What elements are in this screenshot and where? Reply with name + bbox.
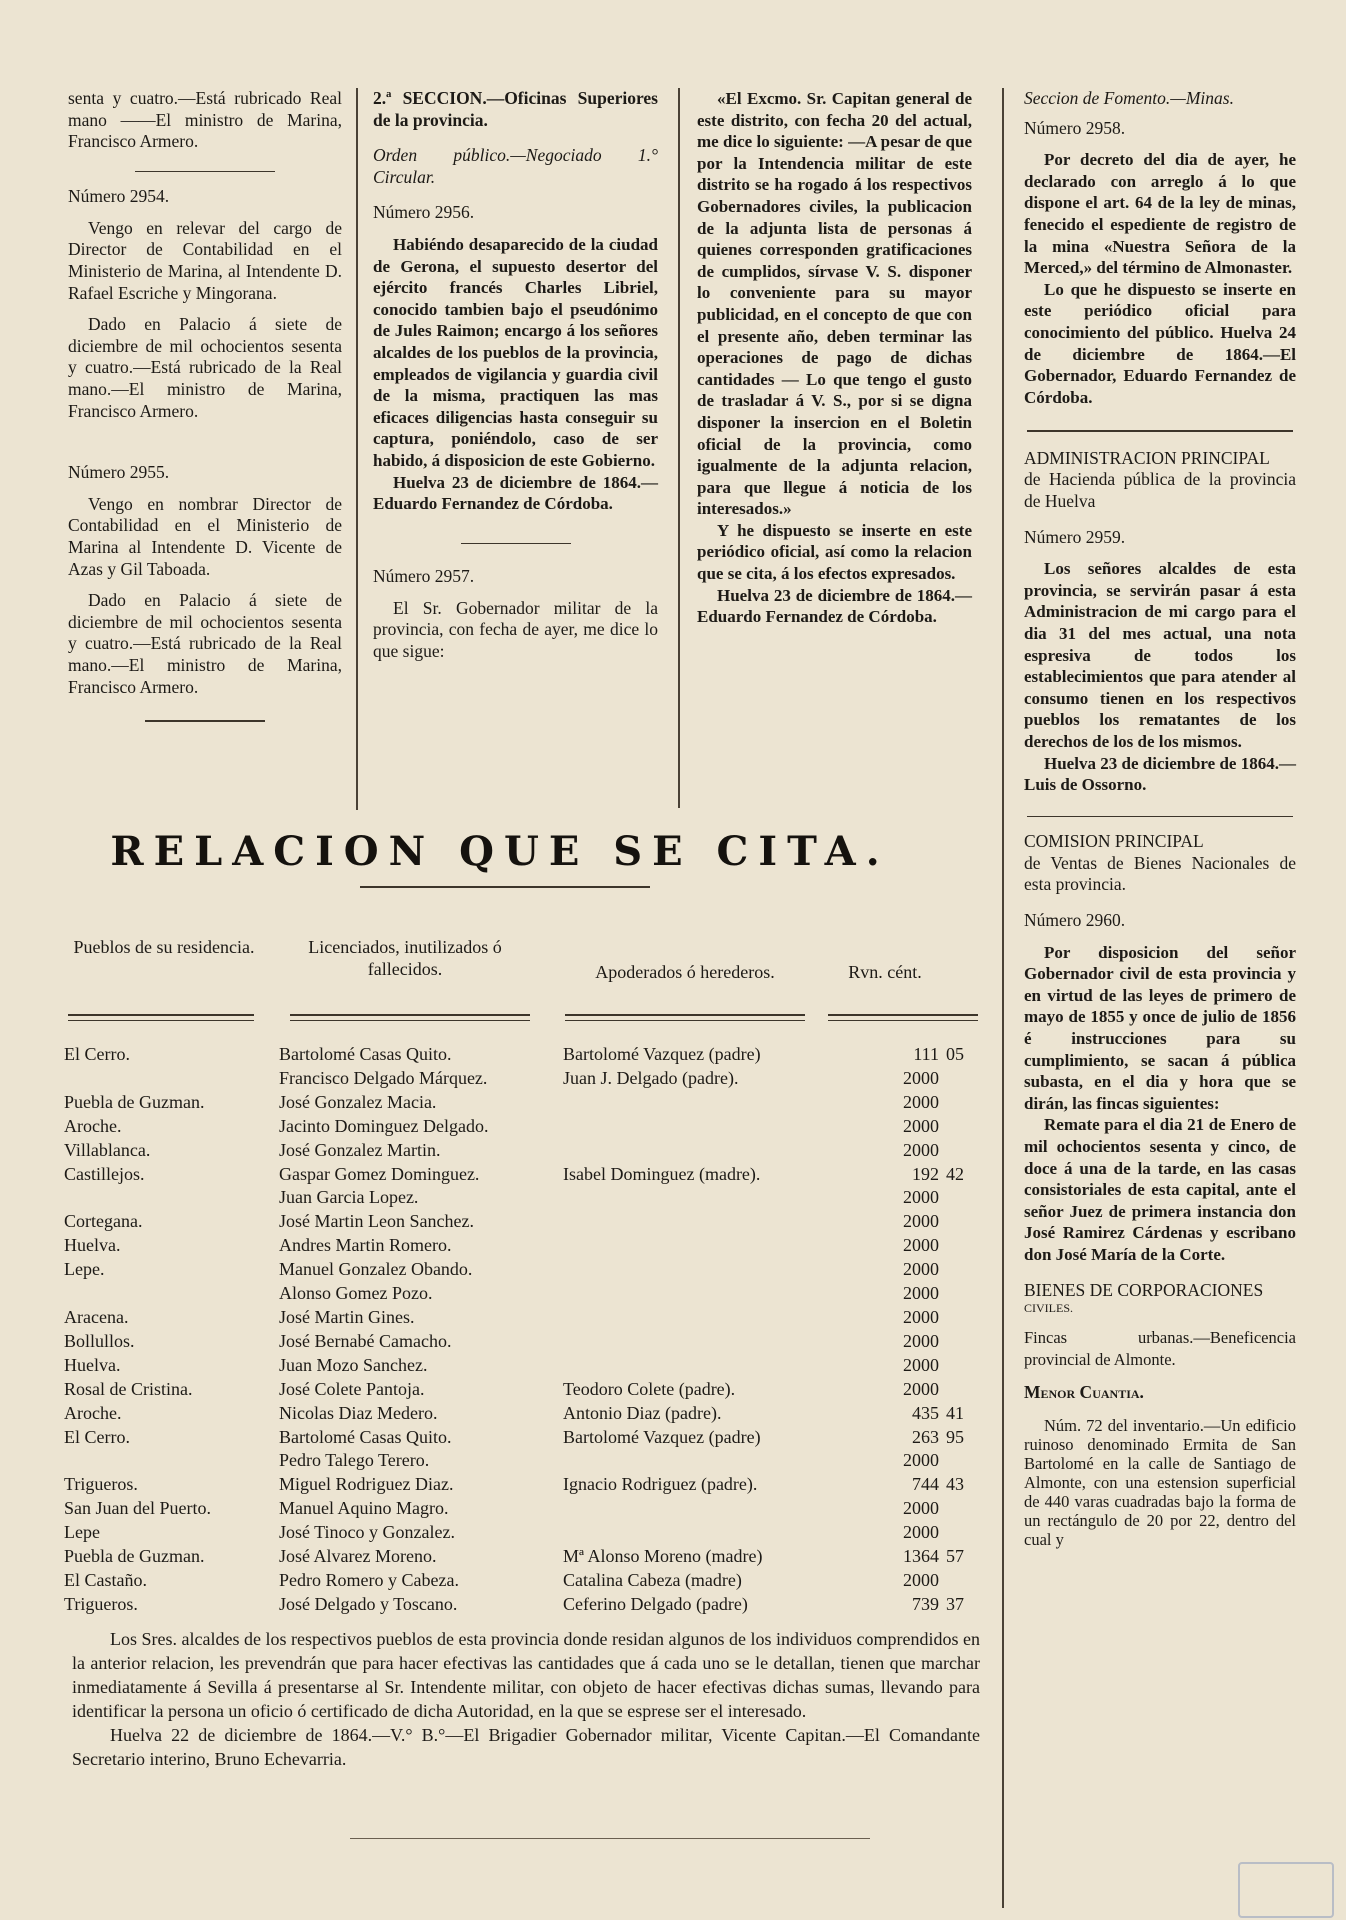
table-row [64, 1545, 964, 1569]
town-cell: El Cerro. [64, 1426, 130, 1447]
apoderado-cell [563, 1497, 859, 1521]
licenciado-cell: Alonso Gomez Pozo. [279, 1283, 433, 1304]
table-row [64, 1043, 964, 1067]
apoderado-cell [563, 1521, 859, 1545]
cents-cell [939, 1330, 964, 1354]
table-row [64, 1354, 964, 1378]
table-row [64, 1473, 964, 1497]
licenciado-cell: José Martin Gines. [279, 1306, 415, 1327]
licenciado-cell: Jacinto Dominguez Delgado. [279, 1115, 489, 1136]
office-subtitle: de Hacienda pública de la provincia de Huelva [1024, 469, 1296, 511]
table-row [64, 1378, 964, 1402]
amount-cell: 739 [912, 1593, 939, 1614]
amount-cell: 2000 [903, 1139, 939, 1160]
column-rule [678, 88, 680, 808]
cents-cell [939, 1282, 964, 1306]
table-row [64, 1402, 964, 1426]
licenciado-cell: Pedro Romero y Cabeza. [279, 1569, 459, 1590]
amount-cell: 2000 [903, 1283, 939, 1304]
apoderado-cell [563, 1186, 859, 1210]
section-subheading: Fincas urbanas.—Beneficencia provincial de Almonte. [1024, 1328, 1296, 1369]
amount-cell: 1364 [903, 1546, 939, 1567]
column-4 [1024, 88, 1296, 1549]
header-rule [68, 1014, 254, 1021]
table-row [64, 1163, 964, 1187]
apoderado-cell [563, 1210, 859, 1234]
decree-number: Número 2956. [373, 202, 475, 223]
header-rule [828, 1014, 978, 1021]
town-cell: Trigueros. [64, 1474, 138, 1495]
decree-number: Número 2954. [68, 186, 170, 207]
licenciado-cell: Juan Garcia Lopez. [279, 1187, 419, 1208]
apoderado-cell [563, 1449, 859, 1473]
cents-cell [939, 1306, 964, 1330]
section-heading: Seccion de Fomento.—Minas. [1024, 88, 1234, 108]
table-row [64, 1234, 964, 1258]
town-cell: Trigueros. [64, 1593, 138, 1614]
licenciado-cell: Andres Martin Romero. [279, 1235, 452, 1256]
amount-cell: 2000 [903, 1235, 939, 1256]
divider [461, 543, 571, 545]
apoderado-cell: Ignacio Rodriguez (padre). [563, 1474, 758, 1495]
amount-cell: 111 [913, 1044, 939, 1064]
amount-cell: 2000 [903, 1330, 939, 1351]
town-cell: Aroche. [64, 1402, 122, 1423]
table-row [64, 1115, 964, 1139]
cents-cell [939, 1234, 964, 1258]
town-cell: Lepe [64, 1522, 100, 1543]
town-cell [64, 1186, 279, 1210]
column-1 [68, 88, 342, 734]
cents-cell [939, 1258, 964, 1282]
licenciado-cell: José Alvarez Moreno. [279, 1546, 437, 1567]
licenciado-cell: Manuel Aquino Magro. [279, 1498, 449, 1519]
apoderado-cell: Catalina Cabeza (madre) [563, 1569, 742, 1590]
town-cell: El Castaño. [64, 1569, 147, 1590]
header-rvn: Rvn. cént. [848, 962, 922, 982]
amount-cell: 2000 [903, 1115, 939, 1136]
licenciado-cell: Manuel Gonzalez Obando. [279, 1259, 473, 1280]
cents-cell: 95 [946, 1426, 964, 1447]
paragraph: El Sr. Gobernador militar de la provincia, con fecha de ayer, me dice lo que sigue: [373, 597, 658, 661]
apoderado-cell: Teodoro Colete (padre). [563, 1378, 736, 1399]
cents-cell: 57 [946, 1546, 964, 1567]
town-cell [64, 1067, 279, 1091]
column-2 [373, 88, 658, 663]
table-row [64, 1426, 964, 1450]
town-cell: El Cerro. [64, 1044, 130, 1064]
paragraph: Por disposicion del señor Gobernador civil de esta provincia y en virtud de las leyes de primero de mayo de 1855 y once de julio de 1856 é instrucciones para su cumplimiento, se sacan á pública subasta, en el dia y hora que se dirán, las fincas siguientes: [1024, 942, 1296, 1113]
licenciado-cell: José Martin Leon Sanchez. [279, 1211, 474, 1232]
cents-cell [939, 1115, 964, 1139]
paragraph: Lo que he dispuesto se inserte en este periódico oficial para conocimiento del público. Huelva 24 de diciembre de 1864.—El Gobernador, Eduardo Fernandez de Córdoba. [1024, 279, 1296, 407]
town-cell: Aroche. [64, 1115, 122, 1136]
amount-cell: 2000 [903, 1091, 939, 1112]
apoderado-cell: Bartolomé Vazquez (padre) [563, 1426, 761, 1447]
apoderado-cell [563, 1306, 859, 1330]
table-row [64, 1521, 964, 1545]
apoderado-cell: Juan J. Delgado (padre). [563, 1067, 739, 1088]
amount-cell: 2000 [903, 1569, 939, 1590]
header-rule [290, 1014, 530, 1021]
licenciado-cell: José Delgado y Toscano. [279, 1593, 458, 1614]
paragraph: Vengo en nombrar Director de Contabilidad en el Ministerio de Marina al Intendente D. Vicente de Azas y Gil Taboada. [68, 493, 342, 579]
paragraph: Dado en Palacio á siete de diciembre de mil ochocientos sesenta y cuatro.—Está rubricado de la Real mano.—El ministro de Marina, Francisco Armero. [68, 314, 342, 421]
town-cell: Huelva. [64, 1235, 121, 1256]
apoderado-cell: Bartolomé Vazquez (padre) [563, 1044, 761, 1064]
licenciado-cell: José Gonzalez Martin. [279, 1139, 441, 1160]
decree-number: Número 2960. [1024, 910, 1126, 930]
relacion-notes [72, 1627, 980, 1771]
divider [1027, 816, 1293, 818]
apoderado-cell: Isabel Dominguez (madre). [563, 1163, 761, 1184]
licenciado-cell: Nicolas Diaz Medero. [279, 1402, 438, 1423]
column-rule [1002, 88, 1004, 1908]
cents-cell [939, 1210, 964, 1234]
decree-number: Número 2957. [373, 566, 475, 587]
apoderado-cell: Antonio Diaz (padre). [563, 1402, 722, 1423]
amount-cell: 2000 [903, 1259, 939, 1280]
apoderado-cell [563, 1354, 859, 1378]
table-row [64, 1258, 964, 1282]
cents-cell [939, 1186, 964, 1210]
paragraph: Y he dispuesto se inserte en este periódico oficial, así como la relacion que se cita, á los efectos expresados. [697, 520, 972, 584]
cents-cell: 42 [946, 1163, 964, 1184]
cents-cell [939, 1521, 964, 1545]
office-title: COMISION PRINCIPAL [1024, 831, 1204, 852]
amount-cell: 744 [912, 1474, 939, 1495]
licenciado-cell: Bartolomé Casas Quito. [279, 1044, 452, 1064]
amount-cell: 2000 [903, 1378, 939, 1399]
decree-number: Número 2958. [1024, 117, 1126, 138]
divider [135, 171, 275, 173]
cents-cell: 05 [946, 1044, 964, 1064]
licenciado-cell: Francisco Delgado Márquez. [279, 1067, 488, 1088]
header-licenciados: Licenciados, inutilizados ó fallecidos. [308, 937, 502, 979]
licenciado-cell: Miguel Rodriguez Diaz. [279, 1474, 454, 1495]
table-row [64, 1569, 964, 1593]
table-row [64, 1497, 964, 1521]
apoderado-cell: Ceferino Delgado (padre) [563, 1593, 748, 1614]
town-cell [64, 1449, 279, 1473]
section-subheading: Menor Cuantia. [1024, 1382, 1144, 1403]
paragraph: Los Sres. alcaldes de los respectivos pueblos de esta provincia donde residan algunos de los individuos comprendidos en la anterior relacion, les prevendrán que para hacer efectivas las cantidades que á cada uno se le detallan, tienen que marchar inmediatamente á Sevilla á presentarse al Sr. Intendente militar, con objeto de hacer efectivas dichas sumas, llevando para identificar la persona un oficio ó certificado de dicha Autoridad, en la que se esprese ser el interesado. [72, 1629, 980, 1721]
amount-cell: 2000 [903, 1187, 939, 1208]
signature: Huelva 23 de diciembre de 1864.—Luis de Ossorno. [1024, 753, 1296, 795]
table-row [64, 1210, 964, 1234]
amount-cell: 192 [912, 1163, 939, 1184]
apoderado-cell [563, 1115, 859, 1139]
relacion-table [64, 1043, 964, 1617]
amount-cell: 435 [912, 1402, 939, 1423]
amount-cell: 2000 [903, 1354, 939, 1375]
relacion-title: RELACION QUE SE CITA. [110, 828, 890, 875]
paragraph: Dado en Palacio á siete de diciembre de mil ochocientos sesenta y cuatro.—Está rubricado de la Real mano.—El ministro de Marina, Francisco Armero. [68, 590, 342, 697]
licenciado-cell: Pedro Talego Terero. [279, 1450, 430, 1471]
licenciado-cell: José Colete Pantoja. [279, 1378, 425, 1399]
town-cell: Aracena. [64, 1306, 129, 1327]
table-row [64, 1593, 964, 1617]
signature: Huelva 23 de diciembre de 1864.—Eduardo Fernandez de Córdoba. [373, 472, 658, 514]
paragraph: senta y cuatro.—Está rubricado Real mano ——El ministro de Marina, Francisco Armero. [68, 88, 342, 152]
cents-cell [939, 1449, 964, 1473]
town-cell: Huelva. [64, 1354, 121, 1375]
apoderado-cell: Mª Alonso Moreno (madre) [563, 1546, 763, 1567]
office-subtitle: de Ventas de Bienes Nacionales de esta provincia. [1024, 852, 1296, 895]
divider [145, 720, 265, 722]
paragraph: «El Excmo. Sr. Capitan general de este distrito, con fecha 20 del actual, me dice lo siguiente: —A pesar de que por la Intendencia militar de este distrito se ha rogado á los respectivos Gobernadores civiles, la publicacion de la adjunta lista de personas á quienes corresponden gratificaciones de cumplidos, sírvase V. S. disponer lo conveniente para su mayor publicidad, en el concepto de que con el presente año, deben terminar las operaciones de pago de dichas cantidades — Lo que tengo el gusto de trasladar á V. S., por si se digna disponer la insercion en el Boletin oficial de la provincia, como igualmente de la adjunta relacion, para que llegue á noticia de los interesados.» [697, 89, 972, 519]
licenciado-cell: Bartolomé Casas Quito. [279, 1426, 452, 1447]
paragraph: Habiéndo desaparecido de la ciudad de Gerona, el supuesto desertor del ejército francés Charles Libriel, conocido tambien bajo el pseudónimo de Jules Raimon; encargo á los señores alcaldes de los pueblos de la provincia, empleados de vigilancia y guardia civil de la misma, practiquen las mas eficaces diligencias hasta conseguir su captura, poniéndolo, caso de ser habido, á disposicion de este Gobierno. [373, 234, 658, 470]
signature: Huelva 23 de diciembre de 1864.—Eduardo Fernandez de Córdoba. [697, 585, 972, 627]
amount-cell: 2000 [903, 1522, 939, 1543]
signature: Huelva 22 de diciembre de 1864.—V.° B.°—El Brigadier Gobernador militar, Vicente Capitan.—El Comandante Secretario interino, Bruno Echevarria. [72, 1725, 980, 1769]
town-cell: Castillejos. [64, 1163, 145, 1184]
office-title: ADMINISTRACION PRINCIPAL [1024, 447, 1270, 468]
cents-cell [939, 1354, 964, 1378]
licenciado-cell: José Tinoco y Gonzalez. [279, 1522, 455, 1543]
town-cell: Puebla de Guzman. [64, 1091, 205, 1112]
table-row [64, 1330, 964, 1354]
column-rule [356, 88, 358, 810]
table-row [64, 1139, 964, 1163]
table-row [64, 1186, 964, 1210]
divider [1027, 430, 1293, 432]
header-pueblos: Pueblos de su residencia. [73, 937, 255, 957]
paragraph: Remate para el dia 21 de Enero de mil ochocientos sesenta y cinco, de doce á una de la tarde, en las casas consistoriales de esta capital, ante el señor Juez de primera instancia don José Ramirez Cárdenas y escribano don José María de la Corte. [1024, 1115, 1296, 1264]
apoderado-cell [563, 1139, 859, 1163]
cents-cell: 41 [946, 1402, 964, 1423]
paragraph: Los señores alcaldes de esta provincia, se servirán pasar á esta Administracion de mi cargo para el dia 31 del mes actual, una nota espresiva de todos los establecimientos que para atender al consumo tienen en los respectivos pueblos los rematantes de los derechos de los de los mismos. [1024, 559, 1296, 751]
section-subheading: Orden público.—Negociado 1.° Circular. [373, 145, 658, 187]
apoderado-cell [563, 1282, 859, 1306]
divider [360, 886, 650, 888]
apoderado-cell [563, 1258, 859, 1282]
town-cell: Cortegana. [64, 1211, 143, 1232]
header-rule [565, 1014, 805, 1021]
table-row [64, 1449, 964, 1473]
apoderado-cell [563, 1330, 859, 1354]
amount-cell: 2000 [903, 1498, 939, 1519]
amount-cell: 2000 [903, 1067, 939, 1088]
table-row [64, 1091, 964, 1115]
cents-cell [939, 1378, 964, 1402]
licenciado-cell: Gaspar Gomez Dominguez. [279, 1163, 480, 1184]
decree-number: Número 2959. [1024, 526, 1126, 547]
section-heading: BIENES DE CORPORACIONES [1024, 1279, 1264, 1300]
apoderado-cell [563, 1234, 859, 1258]
paragraph: Vengo en relevar del cargo de Director de Contabilidad en el Ministerio de Marina, al Intendente D. Rafael Escriche y Mingorana. [68, 217, 342, 303]
town-cell: Rosal de Cristina. [64, 1378, 193, 1399]
licenciado-cell: Juan Mozo Sanchez. [279, 1354, 428, 1375]
cents-cell: 37 [946, 1593, 964, 1614]
table-row [64, 1282, 964, 1306]
paragraph: Por decreto del dia de ayer, he declarado con arreglo á lo que dispone el art. 64 de la ley de minas, fenecido el espediente de registro de la mina «Nuestra Señora de la Merced,» del término de Almonaster. [1024, 150, 1296, 278]
amount-cell: 2000 [903, 1211, 939, 1232]
cents-cell [939, 1139, 964, 1163]
town-cell: Lepe. [64, 1259, 105, 1280]
table-row [64, 1306, 964, 1330]
town-cell: Puebla de Guzman. [64, 1546, 205, 1567]
column-3 [697, 88, 972, 628]
table-row [64, 1067, 964, 1091]
cents-cell: 43 [946, 1474, 964, 1495]
header-apoderados: Apoderados ó herederos. [595, 962, 775, 982]
section-subheading: CIVILES. [1024, 1301, 1073, 1316]
town-cell: Villablanca. [64, 1139, 151, 1160]
decree-number: Número 2955. [68, 462, 170, 483]
town-cell: Bollullos. [64, 1330, 135, 1351]
cents-cell [939, 1569, 964, 1593]
apoderado-cell [563, 1091, 859, 1115]
licenciado-cell: José Gonzalez Macia. [279, 1091, 437, 1112]
town-cell [64, 1282, 279, 1306]
amount-cell: 2000 [903, 1306, 939, 1327]
town-cell: San Juan del Puerto. [64, 1498, 211, 1519]
cents-cell [939, 1497, 964, 1521]
divider [350, 1838, 870, 1839]
amount-cell: 263 [912, 1426, 939, 1447]
cents-cell [939, 1091, 964, 1115]
licenciado-cell: José Bernabé Camacho. [279, 1330, 452, 1351]
section-heading: 2.ª SECCION.—Oficinas Superiores de la provincia. [373, 88, 658, 130]
paragraph: Núm. 72 del inventario.—Un edificio ruinoso denominado Ermita de San Bartolomé en la calle de Santiago de Almonte, con una estension superficial de 440 varas cuadradas bajo la forma de un rectángulo de 20 por 22, dentro del cual y [1024, 1415, 1296, 1549]
amount-cell: 2000 [903, 1450, 939, 1471]
cents-cell [939, 1067, 964, 1091]
archive-stamp [1238, 1862, 1334, 1918]
